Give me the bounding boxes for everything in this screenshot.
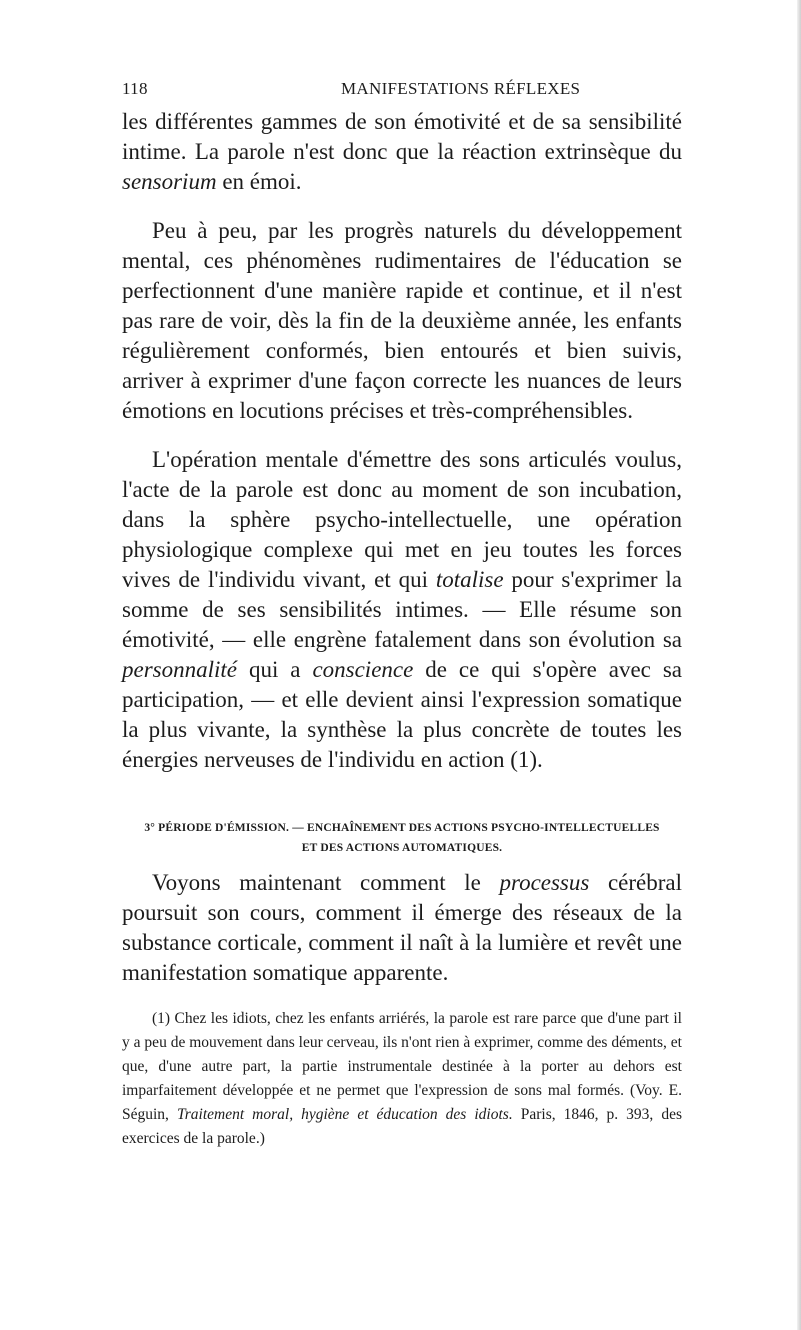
section-heading [122, 818, 682, 858]
paragraph-4-text-b: cérébral poursuit son cours, comment il émerge des réseaux de la substance corticale, comment il naît à la lumière et revêt une manifestation somatique apparente. [122, 870, 683, 985]
paragraph-3-italic-personnalite: personnalité [122, 657, 237, 682]
footnote-text-a: (1) Chez les idiots, chez les enfants arriérés, la parole est rare parce que d'une part il y a peu de mouvement dans leur cerveau, ils n'ont rien à exprimer, comme des déments, et que, d'une autre part, la partie instrumentale destinée à la porter au dehors est imparfaitement développée et ne permet que l'expression de sons mal formés. (Voy. E. Séguin, [122, 1010, 682, 1123]
paragraph-1-text-b: en émoi. [216, 169, 302, 194]
paragraph-3-text-d: de ce qui s'opère avec sa participation, — et elle devient ainsi l'expression somatique la plus vivante, la synthèse la plus concrète de toutes les énergies nerveuses de l'individu en action (1). [122, 657, 682, 772]
paragraph-2: Peu à peu, par les progrès naturels du développement mental, ces phénomènes rudimentaires de l'éducation se perfectionnent d'une manière rapide et continue, et il n'est pas rare de voir, dès la fin de la deuxième année, les enfants régulièrement conformés, bien entourés et bien suivis, arriver à exprimer d'une façon correcte les nuances de leurs émotions en locutions précises et très-compréhensibles. [122, 218, 682, 423]
running-title: MANIFESTATIONS RÉFLEXES [341, 79, 581, 98]
paragraph-4-italic-processus: processus [499, 870, 590, 895]
paragraph-3 [122, 445, 682, 775]
paragraph-3-text-c: qui a [237, 657, 313, 682]
section-heading-line-1: 3° PÉRIODE D'ÉMISSION. — ENCHAÎNEMENT DES ACTIONS PSYCHO-INTELLECTUELLES [144, 822, 660, 834]
footnote [122, 1007, 682, 1151]
paragraph-4-text-a: Voyons maintenant comment le [152, 870, 500, 895]
paragraph-3-text-b: pour s'exprimer la somme de ses sensibilités intimes. — Elle résume son émotivité, — elle engrène fatalement dans son évolution sa [122, 567, 682, 652]
paragraph-1-text-a: les différentes gammes de son émotivité et de sa sensibilité intime. La parole n'est donc que la réaction extrinsèque du [122, 109, 682, 164]
section-heading-line-2: ET DES ACTIONS AUTOMATIQUES. [301, 842, 503, 854]
footnote-text-b: Paris, 1846, p. 393, des exercices de la parole.) [122, 1106, 682, 1147]
paragraph-3-text-a: L'opération mentale d'émettre des sons articulés voulus, l'acte de la parole est donc au moment de son incubation, dans la sphère psycho-intellectuelle, une opération physiologique complexe qui met en jeu toutes les forces vives de l'individu vivant, et qui [122, 447, 682, 592]
paragraph-1-italic-sensorium: sensorium [122, 169, 217, 194]
paragraph-3-italic-totalise: totalise [435, 567, 504, 592]
paragraph-3-italic-conscience: conscience [312, 657, 414, 682]
page-number: 118 [122, 79, 148, 98]
page-edge-shadow [797, 0, 801, 1330]
page-body [122, 107, 682, 1151]
footnote-italic-title: Traitement moral, hygiène et éducation des idiots. [176, 1106, 513, 1123]
page-header [122, 79, 682, 105]
paragraph-4 [122, 868, 682, 988]
paragraph-1 [122, 107, 682, 197]
